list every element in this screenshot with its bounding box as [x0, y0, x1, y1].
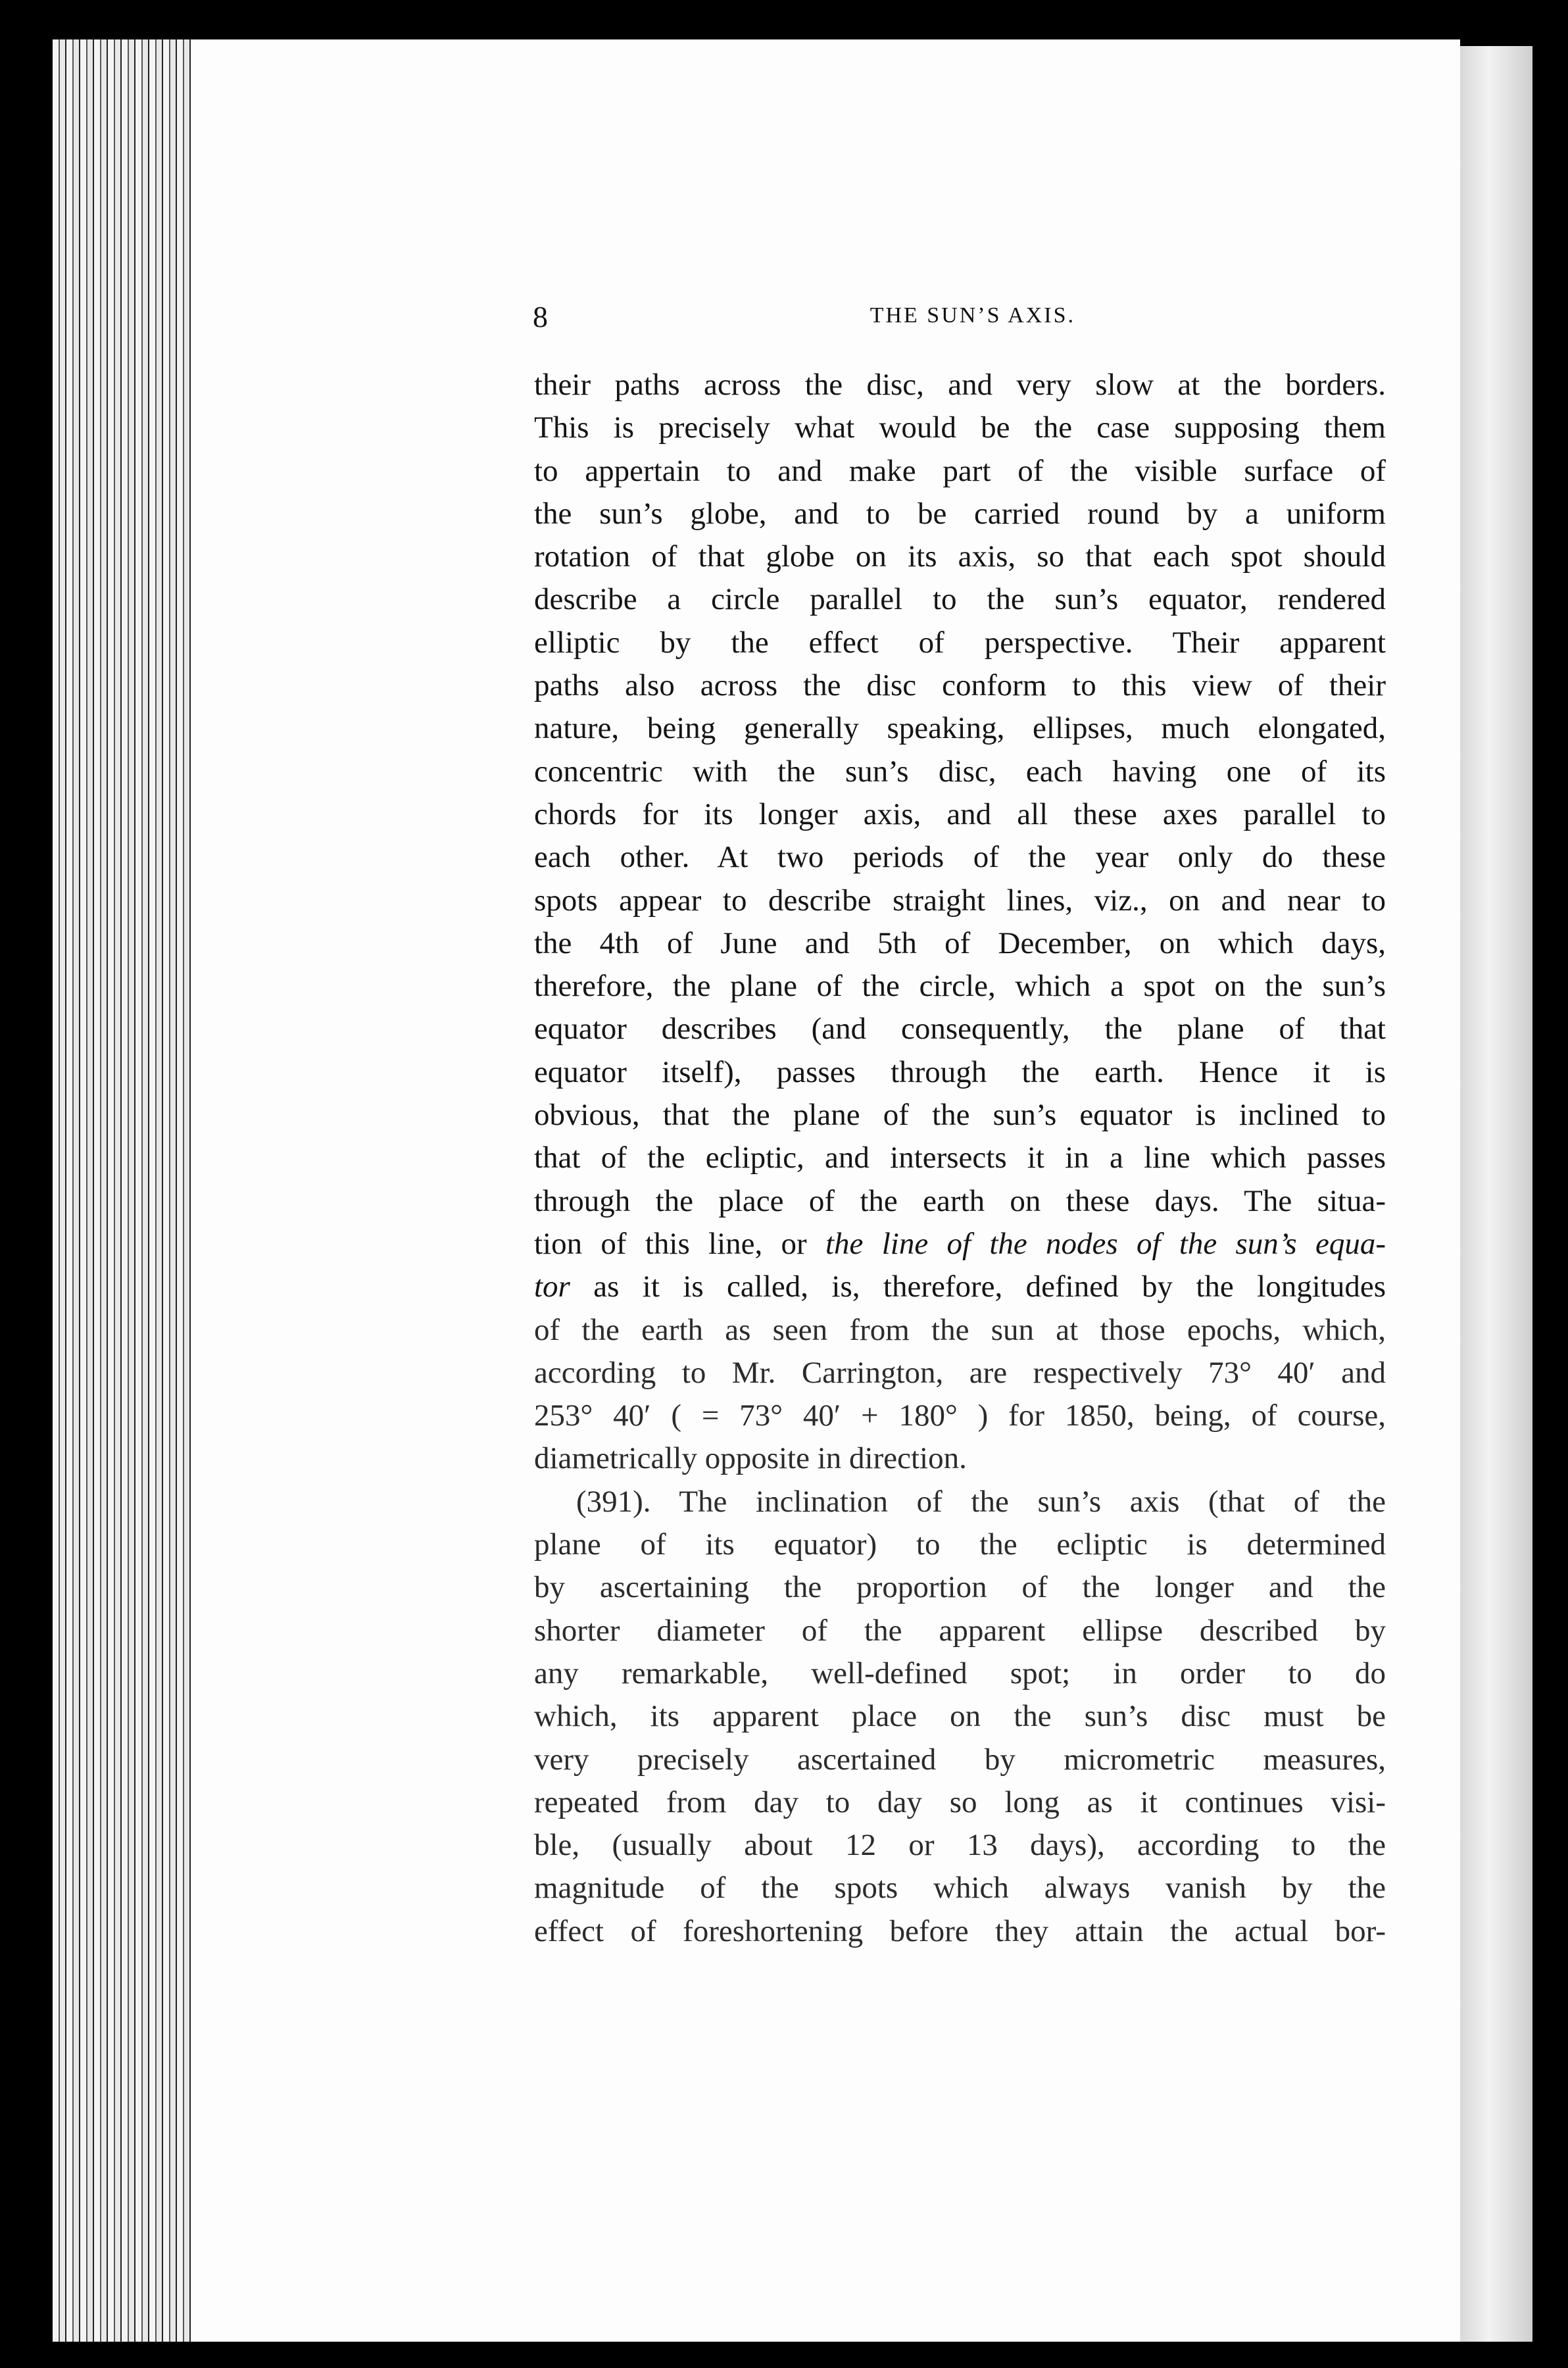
italic-term: the line of the nodes of the sun’s equa-	[825, 1226, 1386, 1261]
body-text	[534, 364, 1386, 1953]
paragraph-391-line: which, its apparent place on the sun’s disc must be	[534, 1699, 1386, 1734]
text-line: diametrically opposite in direction.	[534, 1441, 967, 1476]
text-line: describe a circle parallel to the sun’s equator, rendered	[534, 582, 1386, 617]
paragraph-391-line: any remarkable, well-defined spot; in order to do	[534, 1656, 1386, 1690]
paragraph-391-line: (391). The inclination of the sun’s axis (that of the	[576, 1484, 1386, 1519]
page-number: 8	[533, 300, 548, 333]
text-line: paths also across the disc conform to this view of their	[534, 668, 1386, 703]
text-line: through the place of the earth on these days. The situa-	[534, 1183, 1386, 1218]
text-line: nature, being generally speaking, ellipses, much elongated,	[534, 711, 1386, 746]
text-line: according to Mr. Carrington, are respectively 73° 40′ and	[534, 1355, 1386, 1390]
text-line: equator itself), passes through the earth. Hence it is	[534, 1054, 1386, 1089]
facing-page-edge	[1460, 46, 1532, 2342]
text-line: spots appear to describe straight lines, viz., on and near to	[534, 883, 1386, 918]
text-line: This is precisely what would be the case supposing them	[534, 410, 1386, 445]
running-head	[533, 299, 1075, 339]
text-line-italic-phrase	[534, 1223, 1386, 1266]
paragraph-391-line: magnitude of the spots which always vanish by the	[534, 1871, 1386, 1906]
book-page-edges	[53, 39, 191, 2342]
text-line: 253° 40′ ( = 73° 40′ + 180° ) for 1850, being, of course,	[534, 1398, 1386, 1433]
paragraph-391-line: ble, (usually about 12 or 13 days), according to the	[534, 1828, 1386, 1863]
text-line: rotation of that globe on its axis, so that each spot should	[534, 539, 1386, 574]
text-line: chords for its longer axis, and all these axes parallel to	[534, 797, 1386, 831]
text-line: elliptic by the effect of perspective. Their apparent	[534, 625, 1386, 660]
paragraph-391-line: repeated from day to day so long as it continues visi-	[534, 1785, 1386, 1819]
text-run: as it is called, is, therefore, defined by the longitudes	[570, 1270, 1386, 1304]
text-line: concentric with the sun’s disc, each having one of its	[534, 754, 1386, 789]
text-line: therefore, the plane of the circle, which a spot on the sun’s	[534, 969, 1386, 1004]
text-line: of the earth as seen from the sun at those epochs, which,	[534, 1312, 1386, 1347]
text-line: the sun’s globe, and to be carried round by a uniform	[534, 496, 1386, 531]
italic-term: tor	[534, 1270, 570, 1304]
paragraph-391-line: effect of foreshortening before they attain the actual bor-	[534, 1913, 1386, 1948]
text-run: tion of this line, or	[534, 1226, 825, 1261]
paragraph-391-line: plane of its equator) to the ecliptic is determined	[534, 1527, 1386, 1562]
running-head-title: THE SUN’S AXIS.	[870, 303, 1075, 328]
text-line: to appertain to and make part of the visible surface of	[534, 453, 1386, 488]
text-line: equator describes (and consequently, the plane of that	[534, 1012, 1386, 1047]
text-line: that of the ecliptic, and intersects it in a line which passes	[534, 1141, 1386, 1175]
text-line-italic-phrase	[534, 1266, 1386, 1308]
paragraph-391-line: shorter diameter of the apparent ellipse described by	[534, 1613, 1386, 1648]
text-line: the 4th of June and 5th of December, on which days,	[534, 925, 1386, 960]
text-line: each other. At two periods of the year only do these	[534, 840, 1386, 875]
paragraph-391-line: by ascertaining the proportion of the longer and the	[534, 1570, 1386, 1605]
paragraph-391-line: very precisely ascertained by micrometric measures,	[534, 1742, 1386, 1777]
text-line: their paths across the disc, and very slow at the borders.	[534, 368, 1386, 402]
text-line: obvious, that the plane of the sun’s equator is inclined to	[534, 1098, 1386, 1133]
